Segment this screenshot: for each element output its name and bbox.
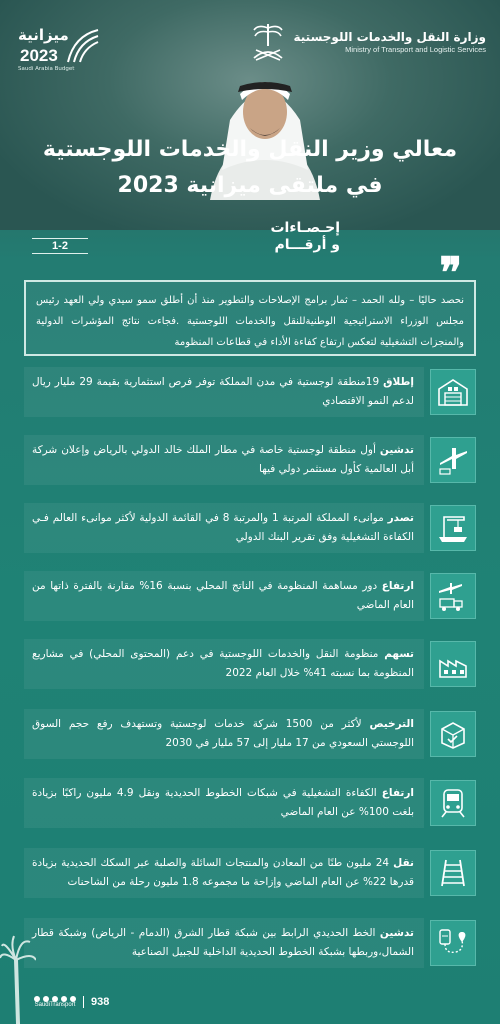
stat-item — [24, 915, 476, 971]
railway-track-icon — [430, 850, 476, 896]
cargo-plane-icon — [430, 437, 476, 483]
stat-item — [24, 500, 476, 556]
page-title — [30, 132, 470, 204]
stat-lead: تدشين — [379, 444, 414, 456]
stat-lead: تسهم — [384, 648, 414, 660]
budget-arcs-icon — [64, 26, 102, 66]
footer-divider — [83, 996, 84, 1008]
intro-quote: نحصد حاليًا – ولله الحمد – ثمار برامج الإصلاحات والتطوير منذ أن أطلق سمو سيدي ولي العهد رئيس مجلس الوزراء الاستراتيجية الوطنيةللنقل والخدمات اللوجستية .فجاءت نتائج المؤشرات الدولية والمنجزات التشغيلية لتعكس ارتفاع كفاءة الأداء في قطاعات المنظومة — [24, 280, 476, 356]
stats-heading — [240, 220, 340, 254]
stat-lead: نقل — [393, 857, 414, 869]
social-handle: SaudiTransport — [34, 1002, 76, 1008]
quote-icon: ❞ — [439, 248, 462, 297]
stat-item — [24, 568, 476, 624]
stat-text — [24, 918, 424, 968]
stats-heading-line-1: إحـصـاءات — [270, 220, 340, 236]
train-icon — [430, 780, 476, 826]
port-crane-icon — [430, 505, 476, 551]
stat-text — [24, 571, 424, 621]
social-handle-block — [34, 996, 76, 1008]
stat-item — [24, 364, 476, 420]
stat-item — [24, 636, 476, 692]
stat-lead: الترخيص — [369, 718, 414, 730]
palm-swords-emblem-icon — [248, 20, 288, 62]
stat-text — [24, 503, 424, 553]
stat-text — [24, 367, 424, 417]
stat-body: لأكثر من 1500 شركة خدمات لوجستية وتستهدف رفع حجم السوق اللوجستي السعودي من 17 مليار إلى 57 مليار في 2030 — [32, 718, 414, 749]
stat-body: الكفاءة التشغيلية في شبكات الخطوط الحديدية ونقل 4.9 مليون راكبًا بزيادة بلغت 100% عن العام الماضي — [32, 787, 414, 818]
transport-modes-icon — [430, 573, 476, 619]
stat-lead: تدشين — [379, 927, 414, 939]
stat-text — [24, 709, 424, 759]
title-line-1: معالي وزير النقل والخدمات اللوجستية — [42, 137, 458, 162]
stat-body: أول منطقة لوجستية خاصة في مطار الملك خالد الدولي بالرياض وإعلان شركة أبل العالمية كأول مستثمر دولي فيها — [32, 444, 414, 475]
title-line-2: في ملتقى ميزانية 2023 — [117, 173, 383, 198]
ministry-logo — [216, 18, 486, 64]
stat-item — [24, 432, 476, 488]
stat-body: دور مساهمة المنظومة في الناتج المحلي بنسبة 16% مقارنة بالفترة ذاتها من العام الماضي — [32, 580, 414, 611]
stat-item — [24, 845, 476, 901]
ministry-name — [294, 29, 487, 54]
stat-item — [24, 775, 476, 831]
budget-2023-logo — [12, 20, 102, 80]
rail-route-icon — [430, 920, 476, 966]
footer — [0, 980, 500, 1024]
budget-year: 2023 — [20, 46, 58, 65]
stat-body: منظومة النقل والخدمات اللوجستية في دعم (المحتوى المحلي) في مشاريع المنظومة بما نسبته 41% خلال العام 2022 — [32, 648, 414, 679]
stat-text — [24, 435, 424, 485]
stat-lead: ارتفاع — [381, 580, 414, 592]
factory-icon — [430, 641, 476, 687]
stat-body: الخط الحديدي الرابط بين شبكة قطار الشرق (الدمام - الرياض) وشبكة قطار الشمال،وربطها بشبكة الخطوط الحديدية الداخلية للجبيل الصناعية — [32, 927, 414, 958]
warehouse-icon — [430, 369, 476, 415]
footer-brand — [34, 994, 109, 1010]
footer-number: 938 — [91, 996, 110, 1008]
stats-heading-line-2: و أرقـــام — [274, 237, 340, 253]
stat-body: 24 مليون طنًا من المعادن والمنتجات السائلة والصلبة عبر السكك الحديدية بزيادة قدرها 22% عن العام الماضي وإزاحة ما مجموعه 1.8 مليون رحلة من الشاحنات — [32, 857, 414, 888]
stat-text — [24, 778, 424, 828]
stat-text — [24, 848, 424, 898]
budget-title: ميزانية — [18, 26, 69, 44]
page-number: 1-2 — [32, 238, 88, 254]
stat-item — [24, 706, 476, 762]
stat-text — [24, 639, 424, 689]
stat-body: موانىء المملكة المرتبة 1 والمرتبة 8 في القائمة الدولية لأكثر موانىء العالم فـي الكفاءة التشغيلية وفق تقرير البنك الدولي — [32, 512, 414, 543]
stat-lead: ارتفاع — [381, 787, 414, 799]
ministry-name-en: Ministry of Transport and Logistic Services — [345, 44, 486, 54]
stat-lead: تصدر — [387, 512, 414, 524]
stat-body: 19منطقة لوجستية في مدن المملكة توفر فرص استثمارية بقيمة 29 مليار ريال لدعم النمو الاقتصادي — [32, 376, 414, 407]
budget-subtitle: Saudi Arabia Budget — [18, 66, 75, 72]
ministry-name-ar: وزارة النقل والخدمات اللوجستية — [293, 29, 486, 44]
license-package-icon — [430, 711, 476, 757]
stat-lead: إطلاق — [383, 376, 415, 388]
